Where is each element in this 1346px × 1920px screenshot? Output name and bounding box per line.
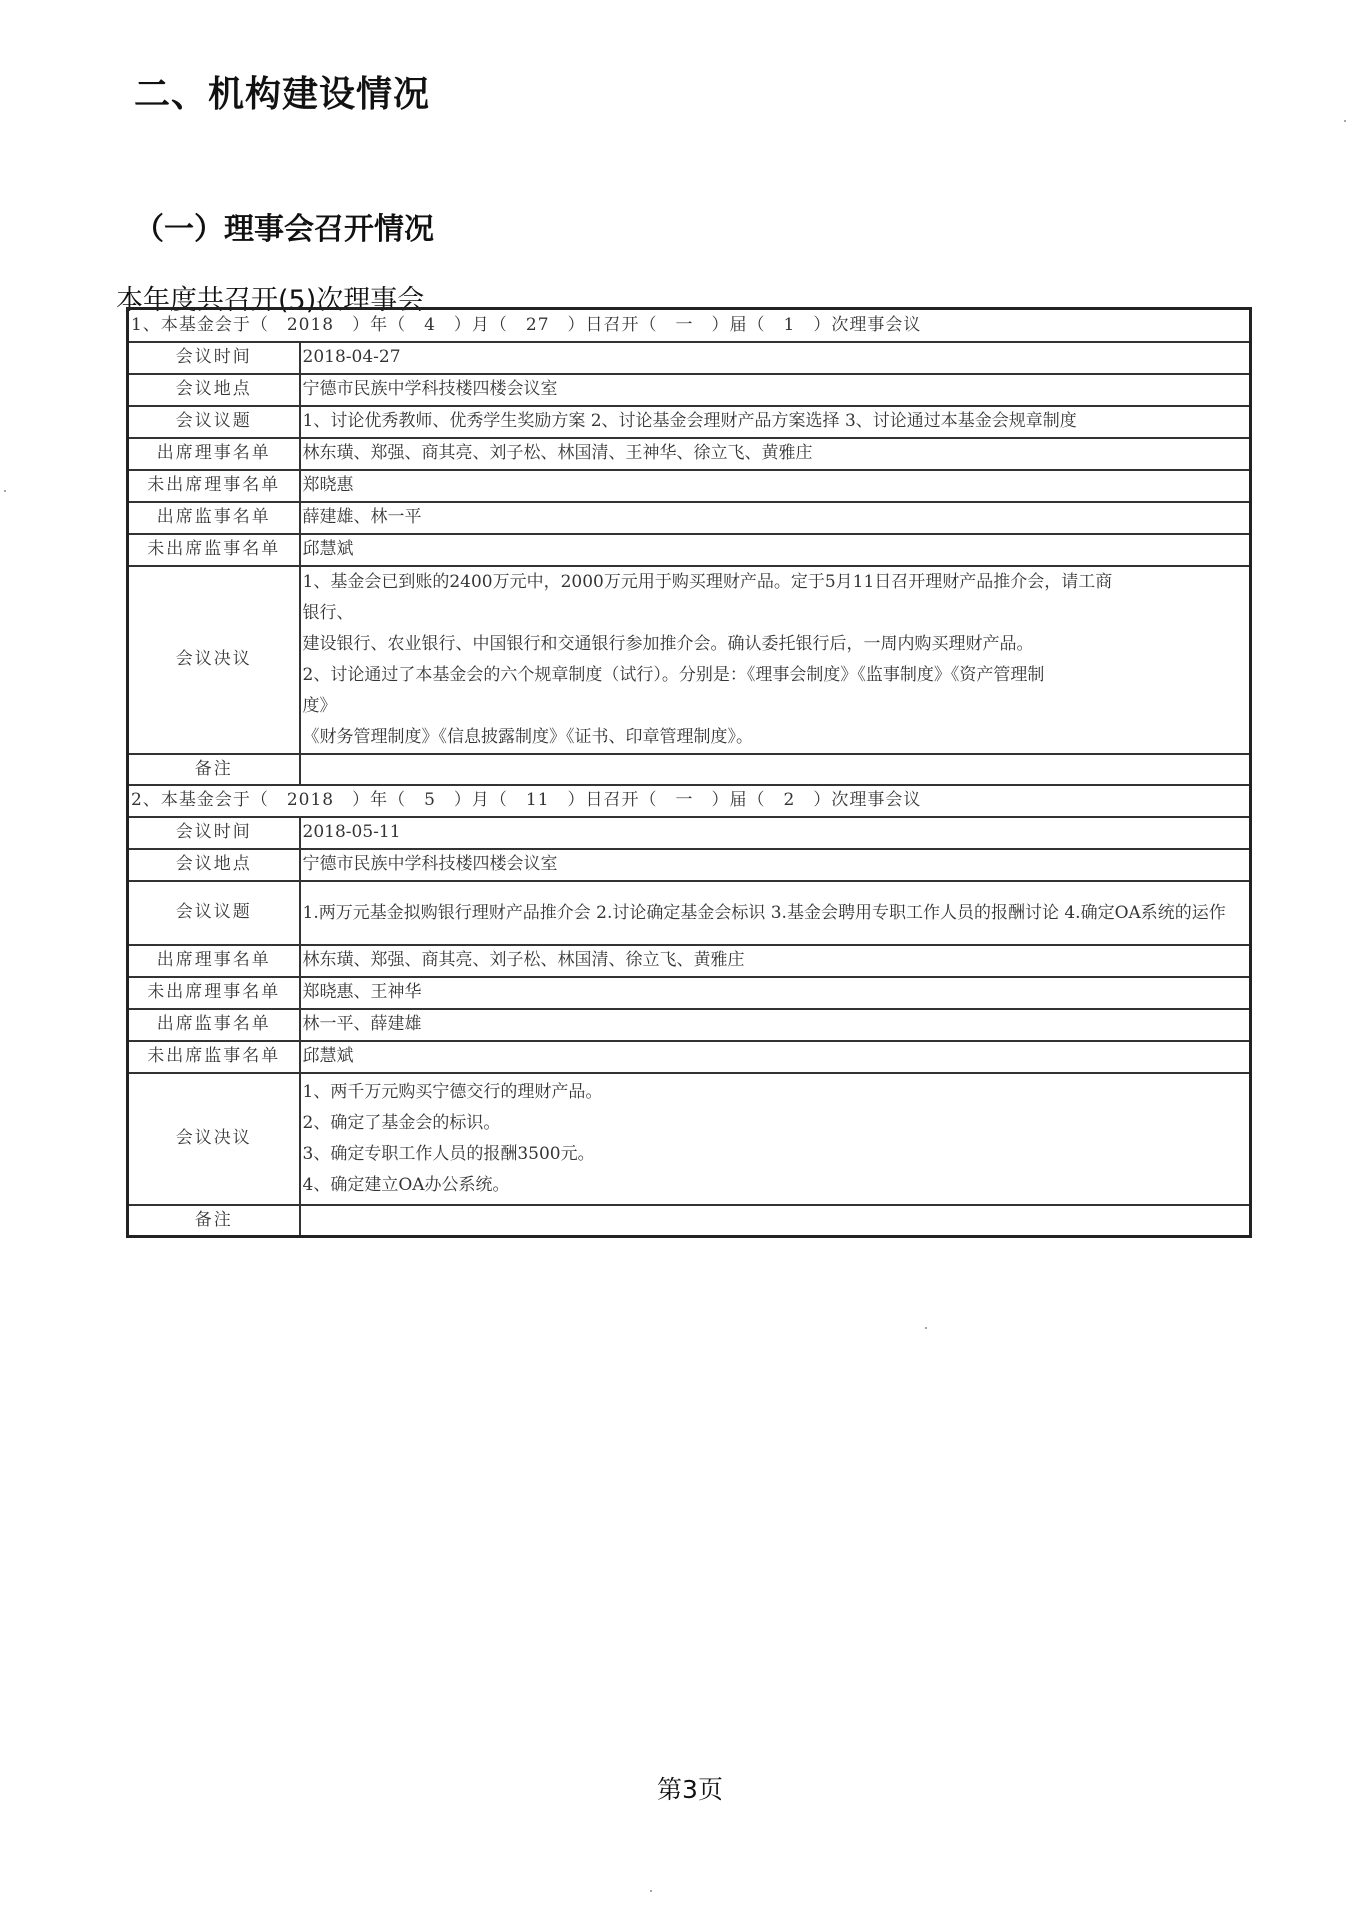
meeting-1-place: 宁德市民族中学科技楼四楼会议室: [300, 374, 1251, 406]
remark-label: 备注: [128, 754, 300, 785]
resolution-line: 2、确定了基金会的标识。: [302, 1112, 501, 1133]
section-title: 二、机构建设情况: [134, 74, 431, 115]
meeting-2-attending-directors: 林东璜、郑强、商其亮、刘子松、林国清、徐立飞、黄雅庄: [300, 945, 1251, 977]
resolution-line: 1、两千万元购买宁德交行的理财产品。: [302, 1081, 603, 1102]
resolution-line: 2、讨论通过了本基金会的六个规章制度（试行）。分别是：《理事会制度》《监事制度》《资产管理制: [302, 664, 1045, 685]
meeting-1-absent-directors: 郑晓惠: [300, 470, 1251, 502]
resolution-label: 会议决议: [128, 1073, 300, 1205]
scan-speck: [925, 1327, 927, 1329]
meeting-2-topics: 1.两万元基金拟购银行理财产品推介会 2.讨论确定基金会标识 3.基金会聘用专职工作人员的报酬讨论 4.确定OA系统的运作: [300, 881, 1251, 945]
meeting-1-remark: [300, 754, 1251, 785]
resolution-line: 4、确定建立OA办公系统。: [302, 1174, 510, 1195]
meeting-2-resolution: [300, 1073, 1251, 1205]
attending-directors-label: 出席理事名单: [128, 438, 300, 470]
resolution-line: 建设银行、农业银行、中国银行和交通银行参加推介会。确认委托银行后，一周内购买理财产品。: [302, 633, 1034, 654]
absent-directors-label: 未出席理事名单: [128, 470, 300, 502]
absent-supervisors-label: 未出席监事名单: [128, 1041, 300, 1073]
attending-supervisors-label: 出席监事名单: [128, 502, 300, 534]
meeting-place-label: 会议地点: [128, 374, 300, 406]
meeting-place-label: 会议地点: [128, 849, 300, 881]
meeting-1-header: 1、本基金会于（ 2018 ）年（ 4 ）月（ 27 ）日召开（ 一 ）届（ 1 ）次理事会议: [128, 309, 1251, 342]
resolution-line: 1、基金会已到账的2400万元中，2000万元用于购买理财产品。定于5月11日召开理财产品推介会，请工商: [302, 571, 1113, 592]
meeting-2-absent-directors: 郑晓惠、王神华: [300, 977, 1251, 1009]
scan-speck: [650, 1890, 652, 1892]
meeting-topics-label: 会议议题: [128, 881, 300, 945]
attending-supervisors-label: 出席监事名单: [128, 1009, 300, 1041]
resolution-line: 3、确定专职工作人员的报酬3500元。: [302, 1143, 595, 1164]
meeting-2-time: 2018-05-11: [300, 817, 1251, 849]
meeting-2-place: 宁德市民族中学科技楼四楼会议室: [300, 849, 1251, 881]
meeting-2-attending-supervisors: 林一平、薛建雄: [300, 1009, 1251, 1041]
absent-directors-label: 未出席理事名单: [128, 977, 300, 1009]
page-number: 第3页: [657, 1775, 723, 1804]
meeting-2-absent-supervisors: 邱慧斌: [300, 1041, 1251, 1073]
meeting-count-summary: 本年度共召开(5)次理事会: [116, 285, 425, 316]
resolution-line: 度》: [302, 695, 337, 716]
meeting-1-absent-supervisors: 邱慧斌: [300, 534, 1251, 566]
subsection-title: （一）理事会召开情况: [134, 212, 434, 247]
board-meetings-table: [126, 307, 1252, 1238]
absent-supervisors-label: 未出席监事名单: [128, 534, 300, 566]
resolution-line: 《财务管理制度》《信息披露制度》《证书、印章管理制度》。: [302, 726, 753, 747]
meeting-1-resolution: [300, 566, 1251, 754]
resolution-label: 会议决议: [128, 566, 300, 754]
remark-label: 备注: [128, 1205, 300, 1237]
meeting-time-label: 会议时间: [128, 817, 300, 849]
scan-speck: [4, 490, 6, 492]
meeting-1-attending-directors: 林东璜、郑强、商其亮、刘子松、林国清、王神华、徐立飞、黄雅庄: [300, 438, 1251, 470]
resolution-line: 银行、: [302, 602, 354, 623]
meeting-2-header: 2、本基金会于（ 2018 ）年（ 5 ）月（ 11 ）日召开（ 一 ）届（ 2 ）次理事会议: [128, 785, 1251, 817]
meeting-2-remark: [300, 1205, 1251, 1237]
attending-directors-label: 出席理事名单: [128, 945, 300, 977]
meeting-1-topics: 1、讨论优秀教师、优秀学生奖励方案 2、讨论基金会理财产品方案选择 3、讨论通过本基金会规章制度: [300, 406, 1251, 438]
meeting-1-time: 2018-04-27: [300, 342, 1251, 374]
meeting-1-attending-supervisors: 薛建雄、林一平: [300, 502, 1251, 534]
meeting-topics-label: 会议议题: [128, 406, 300, 438]
meeting-time-label: 会议时间: [128, 342, 300, 374]
